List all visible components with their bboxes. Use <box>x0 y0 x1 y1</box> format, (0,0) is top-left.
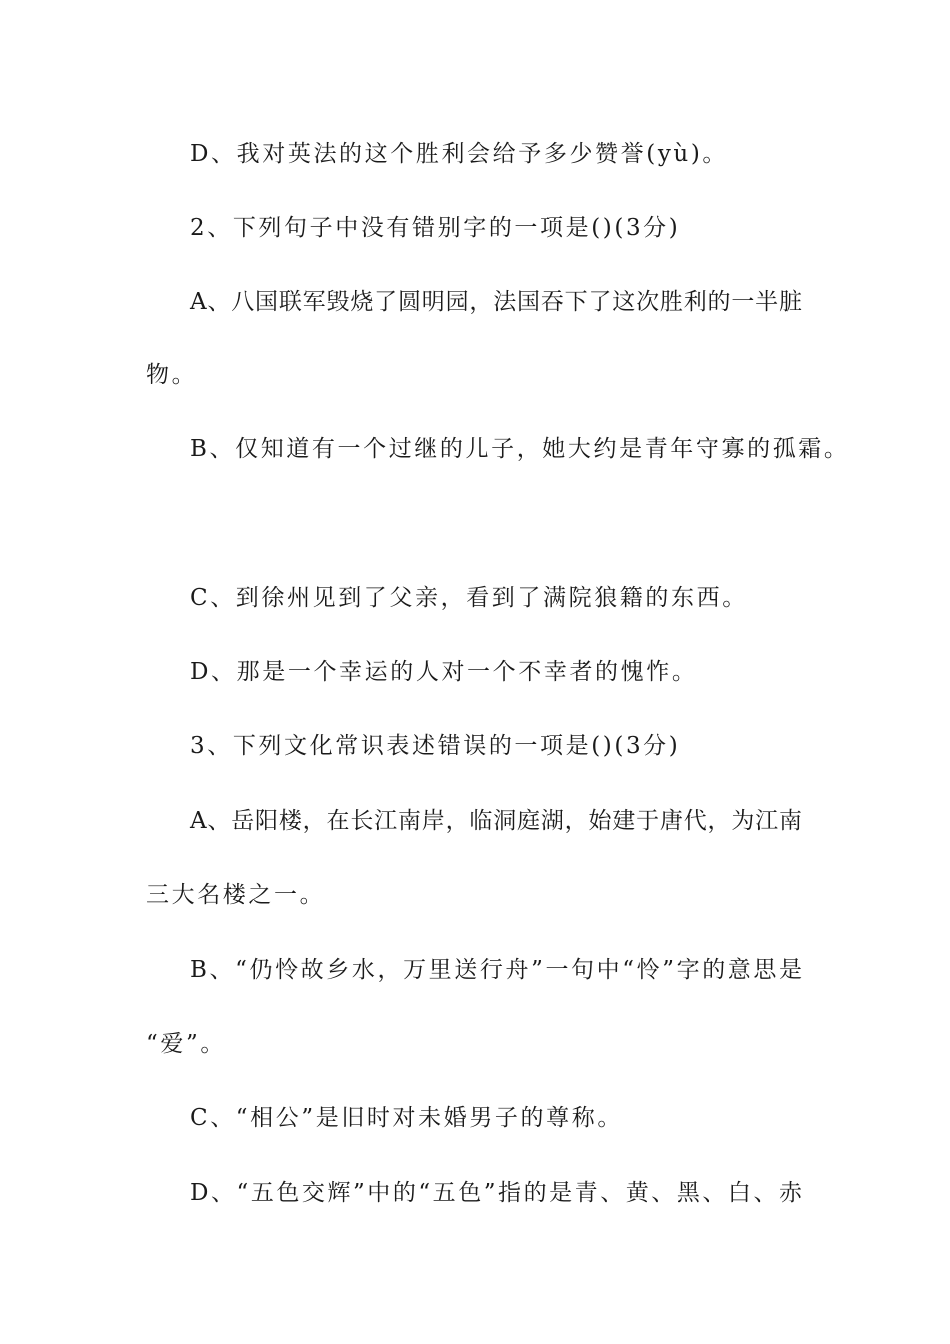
q1-option-d: D、我对英法的这个胜利会给予多少赞誉(yù)。 <box>190 141 728 167</box>
q2-option-a: A、八国联军毁烧了圆明园，法国吞下了这次胜利的一半脏 <box>190 289 802 315</box>
q3-option-b: B、“仍怜故乡水，万里送行舟”一句中“怜”字的意思是 <box>190 957 802 983</box>
question-2-stem: 2、下列句子中没有错别字的一项是()(3分) <box>190 215 681 241</box>
q3-option-b-continued: “爱”。 <box>146 1031 226 1057</box>
q3-option-c: C、“相公”是旧时对未婚男子的尊称。 <box>190 1105 623 1131</box>
q2-option-a-continued: 物。 <box>146 362 198 388</box>
q2-option-d: D、那是一个幸运的人对一个不幸者的愧怍。 <box>190 659 698 685</box>
question-3-stem: 3、下列文化常识表述错误的一项是()(3分) <box>190 733 681 759</box>
q2-option-b: B、仅知道有一个过继的儿子，她大约是青年守寡的孤霜。 <box>190 436 850 462</box>
q2-option-c: C、到徐州见到了父亲，看到了满院狼籍的东西。 <box>190 585 748 611</box>
q3-option-a: A、岳阳楼，在长江南岸，临洞庭湖，始建于唐代，为江南 <box>190 808 802 834</box>
q3-option-a-continued: 三大名楼之一。 <box>146 882 326 908</box>
q3-option-d: D、“五色交辉”中的“五色”指的是青、黄、黑、白、赤 <box>190 1180 802 1206</box>
